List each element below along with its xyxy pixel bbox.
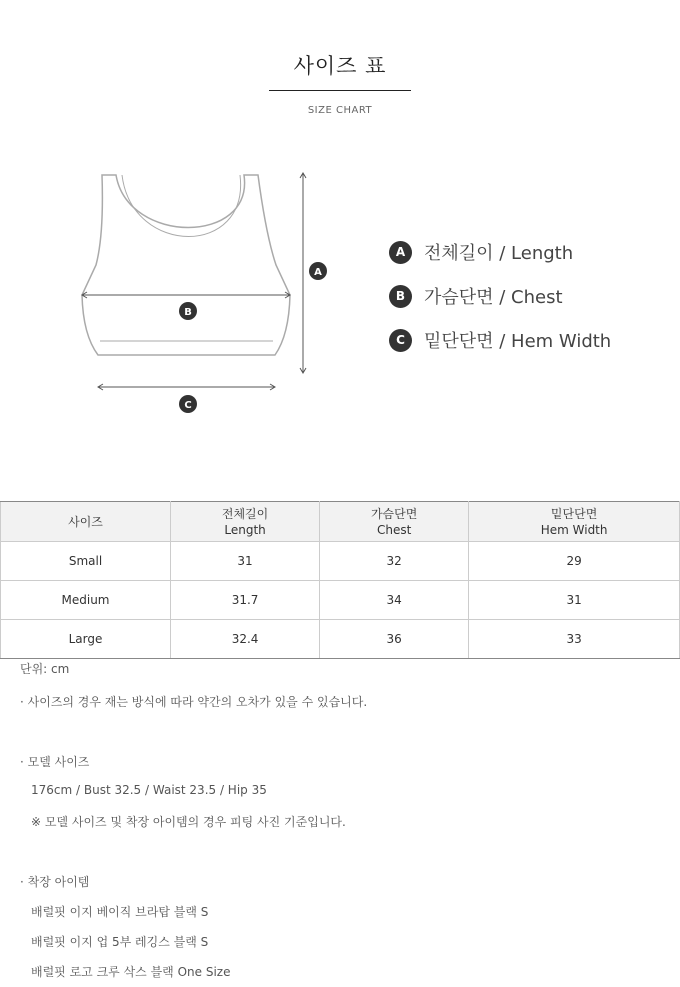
legend-item-hem bbox=[389, 328, 611, 352]
measurement-legend bbox=[389, 240, 611, 372]
cell-chest: 36 bbox=[320, 620, 469, 659]
header-hem: 밑단단면 Hem Width bbox=[469, 502, 680, 542]
cell-chest: 32 bbox=[320, 542, 469, 581]
legend-marker-c: C bbox=[389, 329, 412, 352]
cell-length: 31.7 bbox=[171, 581, 320, 620]
cell-length: 31 bbox=[171, 542, 320, 581]
legend-label-hem: 밑단단면 / Hem Width bbox=[424, 331, 612, 352]
cell-chest: 34 bbox=[320, 581, 469, 620]
legend-label-length: 전체길이 / Length bbox=[424, 243, 574, 264]
cell-size: Large bbox=[1, 620, 171, 659]
header-length: 전체길이 Length bbox=[171, 502, 320, 542]
model-size-value: 176cm / Bust 32.5 / Waist 23.5 / Hip 35 bbox=[31, 783, 267, 797]
cell-size: Medium bbox=[1, 581, 171, 620]
header-chest: 가슴단면 Chest bbox=[320, 502, 469, 542]
table-header-row bbox=[1, 502, 680, 542]
legend-item-chest bbox=[389, 284, 611, 308]
table-row bbox=[1, 581, 680, 620]
marker-a-label: A bbox=[314, 267, 322, 278]
cell-hem: 31 bbox=[469, 581, 680, 620]
marker-b-label: B bbox=[184, 307, 192, 318]
legend-label-chest: 가슴단면 / Chest bbox=[424, 287, 563, 308]
garment-outline bbox=[82, 175, 290, 355]
table-row bbox=[1, 620, 680, 659]
table-row bbox=[1, 542, 680, 581]
legend-item-length bbox=[389, 240, 611, 264]
cell-hem: 33 bbox=[469, 620, 680, 659]
cell-length: 32.4 bbox=[171, 620, 320, 659]
size-table bbox=[0, 501, 680, 659]
legend-marker-a: A bbox=[389, 241, 412, 264]
cell-size: Small bbox=[1, 542, 171, 581]
page-title: 사이즈 표 bbox=[293, 54, 387, 78]
list-item: 배럴핏 이지 업 5부 레깅스 블랙 S bbox=[31, 935, 209, 949]
page-subtitle: SIZE CHART bbox=[307, 105, 373, 116]
model-size-heading: · 모델 사이즈 bbox=[20, 755, 90, 769]
cell-hem: 29 bbox=[469, 542, 680, 581]
bra-top-diagram bbox=[70, 165, 340, 425]
title-underline bbox=[269, 90, 411, 91]
unit-note: 단위: cm bbox=[20, 662, 70, 676]
list-item: 배럴핏 이지 베이직 브라탑 블랙 S bbox=[31, 905, 209, 919]
disclaimer-note: · 사이즈의 경우 재는 방식에 따라 약간의 오차가 있을 수 있습니다. bbox=[20, 695, 368, 709]
items-heading: · 착장 아이템 bbox=[20, 875, 90, 889]
header-size: 사이즈 bbox=[1, 502, 171, 542]
marker-c-label: C bbox=[184, 400, 192, 411]
model-size-note: ※ 모델 사이즈 및 착장 아이템의 경우 피팅 사진 기준입니다. bbox=[31, 815, 346, 829]
list-item: 배럴핏 로고 크루 삭스 블랙 One Size bbox=[31, 965, 231, 979]
legend-marker-b: B bbox=[389, 285, 412, 308]
